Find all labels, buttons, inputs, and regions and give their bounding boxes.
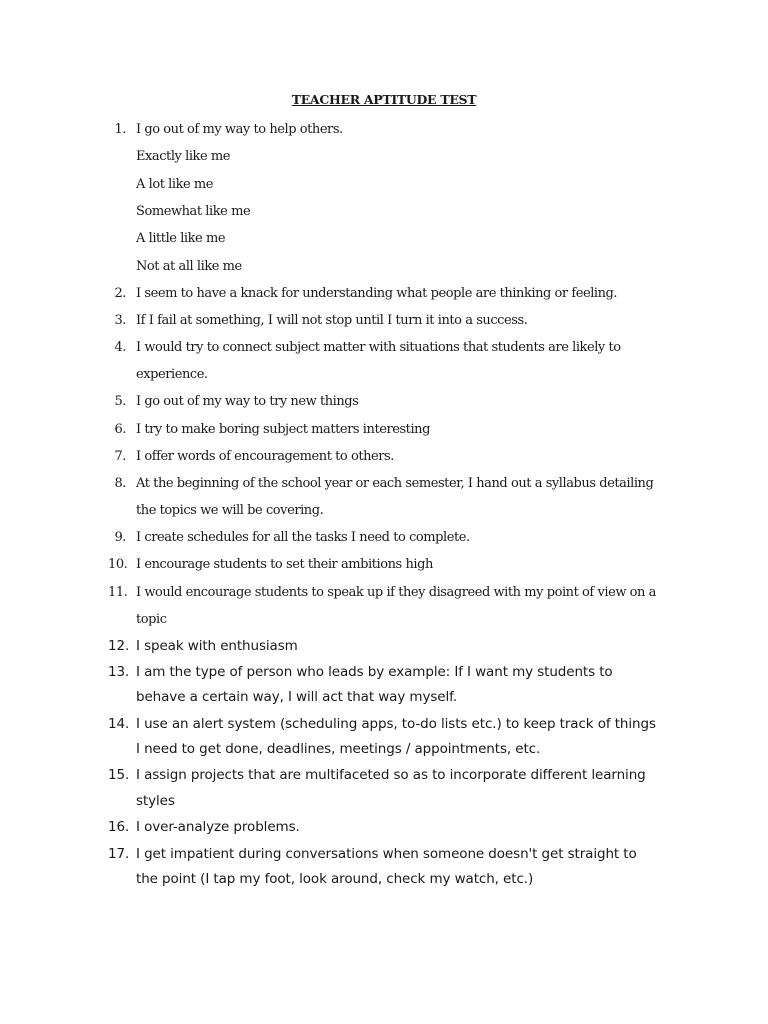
question-number: 1. (114, 122, 126, 137)
question-text: I seem to have a knack for understanding what people are thinking or feeling. (136, 286, 618, 301)
question-number: 9. (114, 530, 126, 545)
question-text: I get impatient during conversations when someone doesn't get straight to (136, 846, 637, 862)
question-text-line-2: experience. (136, 367, 208, 382)
question-number: 7. (114, 449, 126, 464)
question-text: At the beginning of the school year or each semester, I hand out a syllabus detailing (136, 476, 654, 491)
question-text: I over-analyze problems. (136, 819, 300, 835)
question-number: 14. (108, 716, 130, 732)
question-number: 13. (108, 664, 130, 680)
question-text-line-2: topic (136, 612, 167, 627)
question-number: 12. (108, 638, 130, 654)
question-text-line-2: the point (I tap my foot, look around, check my watch, etc.) (136, 871, 534, 887)
document-title: TEACHER APTITUDE TEST (291, 92, 477, 107)
question-text: I go out of my way to help others. (136, 122, 343, 137)
question-text: If I fail at something, I will not stop until I turn it into a success. (136, 313, 528, 328)
question-text: I offer words of encouragement to others. (136, 449, 394, 464)
question-number: 2. (114, 286, 126, 301)
answer-option-a-little: A little like me (136, 231, 226, 246)
question-number: 11. (108, 585, 128, 600)
question-text: I assign projects that are multifaceted so as to incorporate different learning (136, 767, 646, 783)
answer-option-a-lot: A lot like me (136, 177, 214, 192)
question-text: I try to make boring subject matters interesting (136, 422, 430, 437)
question-number: 5. (114, 394, 126, 409)
question-text: I create schedules for all the tasks I need to complete. (136, 530, 470, 545)
question-text: I speak with enthusiasm (136, 638, 298, 654)
question-text: I am the type of person who leads by example: If I want my students to (136, 664, 613, 680)
question-number: 4. (114, 340, 126, 355)
answer-option-not-at-all: Not at all like me (136, 259, 242, 274)
question-number: 16. (108, 819, 130, 835)
question-number: 3. (114, 313, 126, 328)
question-number: 8. (114, 476, 126, 491)
question-number: 10. (108, 557, 128, 572)
question-text: I would try to connect subject matter with situations that students are likely to (136, 340, 621, 355)
question-text-line-2: behave a certain way, I will act that way myself. (136, 689, 458, 705)
question-text: I use an alert system (scheduling apps, to-do lists etc.) to keep track of things (136, 716, 656, 732)
question-text: I go out of my way to try new things (136, 394, 359, 409)
question-number: 15. (108, 767, 130, 783)
question-text: I would encourage students to speak up if they disagreed with my point of view on a (136, 585, 656, 600)
answer-option-exactly: Exactly like me (136, 149, 231, 164)
question-text-line-2: styles (136, 793, 175, 809)
answer-option-somewhat: Somewhat like me (136, 204, 251, 219)
question-text: I encourage students to set their ambitions high (136, 557, 433, 572)
question-text-line-2: the topics we will be covering. (136, 503, 324, 518)
question-text-line-2: I need to get done, deadlines, meetings / appointments, etc. (136, 741, 541, 757)
question-number: 6. (114, 422, 126, 437)
question-number: 17. (108, 846, 130, 862)
